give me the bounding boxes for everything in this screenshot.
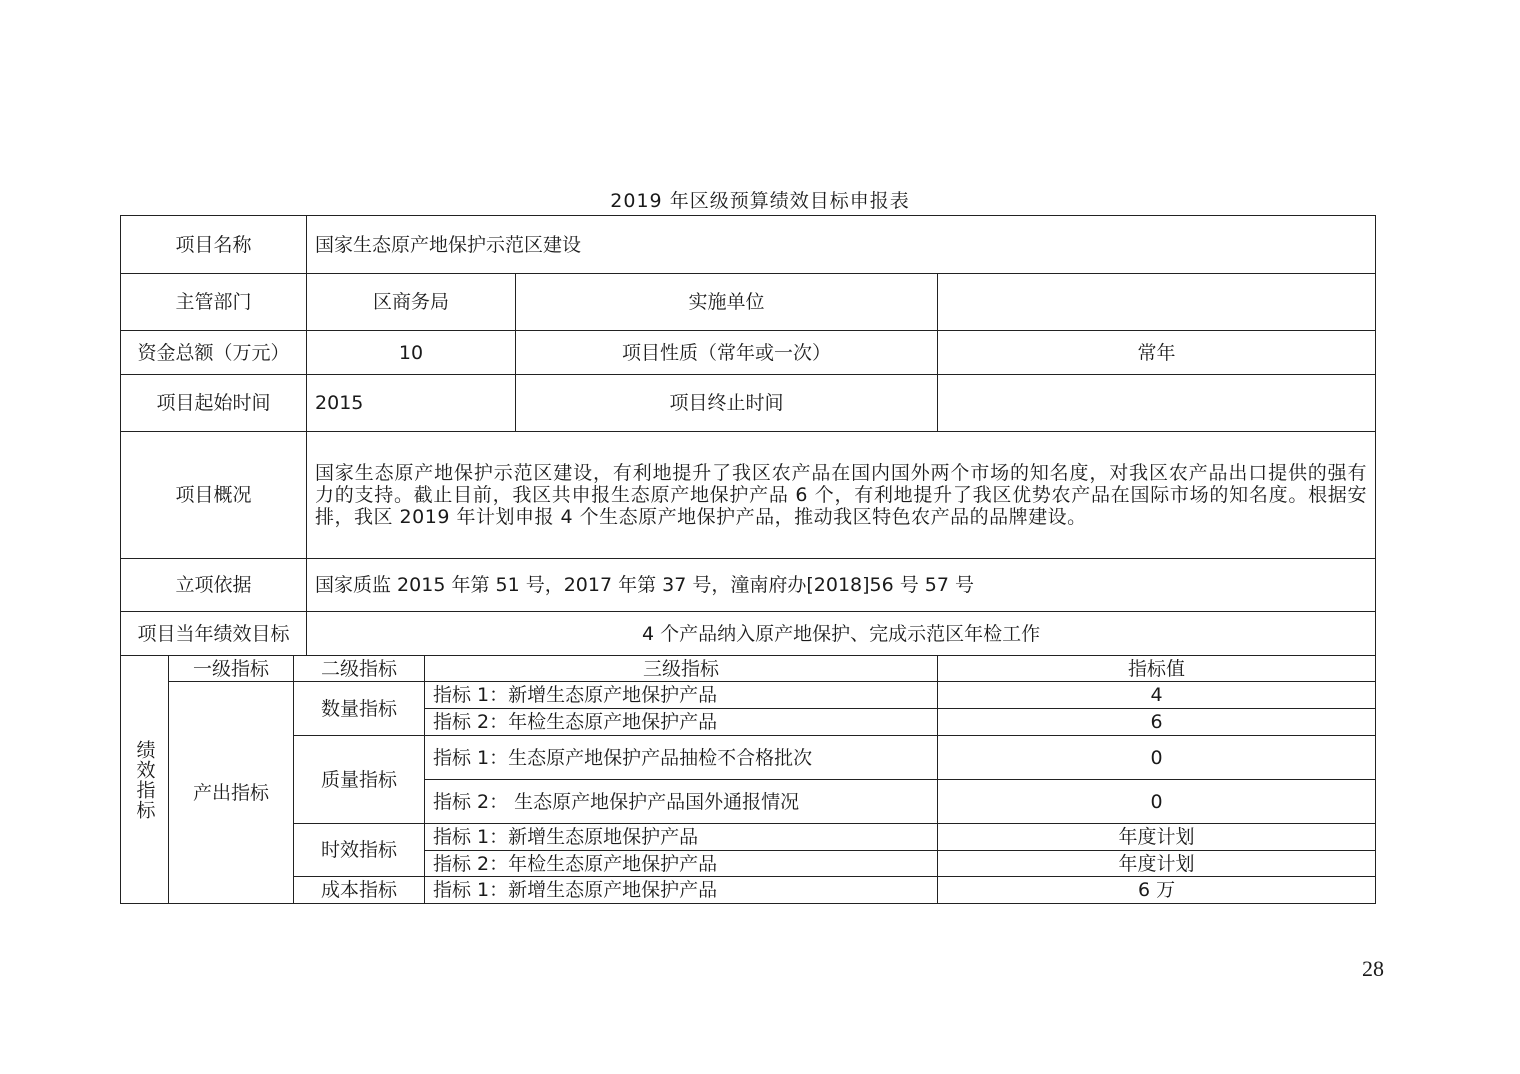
- impl-unit-label: 实施单位: [516, 274, 938, 331]
- row-project-name: [121, 216, 1376, 274]
- basis-label: 立项依据: [121, 559, 307, 612]
- nature-value: 常年: [938, 331, 1376, 375]
- nature-label: 项目性质（常年或一次）: [516, 331, 938, 375]
- indicator-label: 指标 1：新增生态原产地保护产品: [425, 877, 938, 904]
- header-level3: 三级指标: [425, 656, 938, 682]
- header-level1: 一级指标: [169, 656, 294, 682]
- row-basis: [121, 559, 1376, 612]
- document-title: 2019 年区级预算绩效目标申报表: [610, 190, 910, 212]
- funds-value: 10: [307, 331, 516, 375]
- indicator-label: 指标 2：年检生态原产地保护产品: [425, 851, 938, 877]
- indicator-value: 年度计划: [938, 851, 1376, 877]
- row-goal: [121, 612, 1376, 656]
- indicator-value: 年度计划: [938, 824, 1376, 851]
- end-time-value: [938, 375, 1376, 432]
- indicator-row: [121, 736, 1376, 780]
- row-overview: [121, 432, 1376, 559]
- header-level2: 二级指标: [294, 656, 425, 682]
- group-quality: 质量指标: [294, 736, 425, 824]
- basis-text: 国家质监 2015 年第 51 号，2017 年第 37 号，潼南府办[2018]56 号 57 号: [307, 559, 1376, 612]
- indicator-section-label: 绩效指标: [121, 656, 169, 904]
- indicator-value: 6: [938, 709, 1376, 736]
- page-number: 28: [1362, 956, 1384, 981]
- indicator-header-row: [121, 656, 1376, 682]
- indicator-value: 0: [938, 780, 1376, 824]
- dept-label: 主管部门: [121, 274, 307, 331]
- overview-text: 国家生态原产地保护示范区建设，有利地提升了我区农产品在国内国外两个市场的知名度，对我区农产品出口提供的强有力的支持。截止目前，我区共申报生态原产地保护产品 6 个，有利地提升了我区优势农产品在国际市场的知名度。根据安排，我区 2019 年计划申报 4 个生态原产地保护产品，推动我区特色农产品的品牌建设。: [307, 432, 1376, 559]
- indicator-label: 指标 1：生态原产地保护产品抽检不合格批次: [425, 736, 938, 780]
- indicator-value: 0: [938, 736, 1376, 780]
- start-time-value: 2015: [307, 375, 516, 432]
- indicator-value: 4: [938, 682, 1376, 709]
- indicator-label: 指标 2：年检生态原产地保护产品: [425, 709, 938, 736]
- level1-output: 产出指标: [169, 682, 294, 904]
- group-quantity: 数量指标: [294, 682, 425, 736]
- row-department: [121, 274, 1376, 331]
- overview-label: 项目概况: [121, 432, 307, 559]
- goal-label: 项目当年绩效目标: [121, 612, 307, 656]
- indicator-label: 指标 2： 生态原产地保护产品国外通报情况: [425, 780, 938, 824]
- row-time: [121, 375, 1376, 432]
- header-value: 指标值: [938, 656, 1376, 682]
- budget-performance-table: [120, 215, 1376, 904]
- indicator-row: [121, 824, 1376, 851]
- group-timeliness: 时效指标: [294, 824, 425, 877]
- end-time-label: 项目终止时间: [516, 375, 938, 432]
- row-funds: [121, 331, 1376, 375]
- indicator-row: [121, 877, 1376, 904]
- project-name-label: 项目名称: [121, 216, 307, 274]
- dept-value: 区商务局: [307, 274, 516, 331]
- indicator-value: 6 万: [938, 877, 1376, 904]
- impl-unit-value: [938, 274, 1376, 331]
- funds-label: 资金总额（万元）: [121, 331, 307, 375]
- indicator-row: [121, 682, 1376, 709]
- project-name-value: 国家生态原产地保护示范区建设: [307, 216, 1376, 274]
- goal-text: 4 个产品纳入原产地保护、完成示范区年检工作: [307, 612, 1376, 656]
- indicator-label: 指标 1：新增生态原地保护产品: [425, 824, 938, 851]
- group-cost: 成本指标: [294, 877, 425, 904]
- indicator-label: 指标 1：新增生态原产地保护产品: [425, 682, 938, 709]
- start-time-label: 项目起始时间: [121, 375, 307, 432]
